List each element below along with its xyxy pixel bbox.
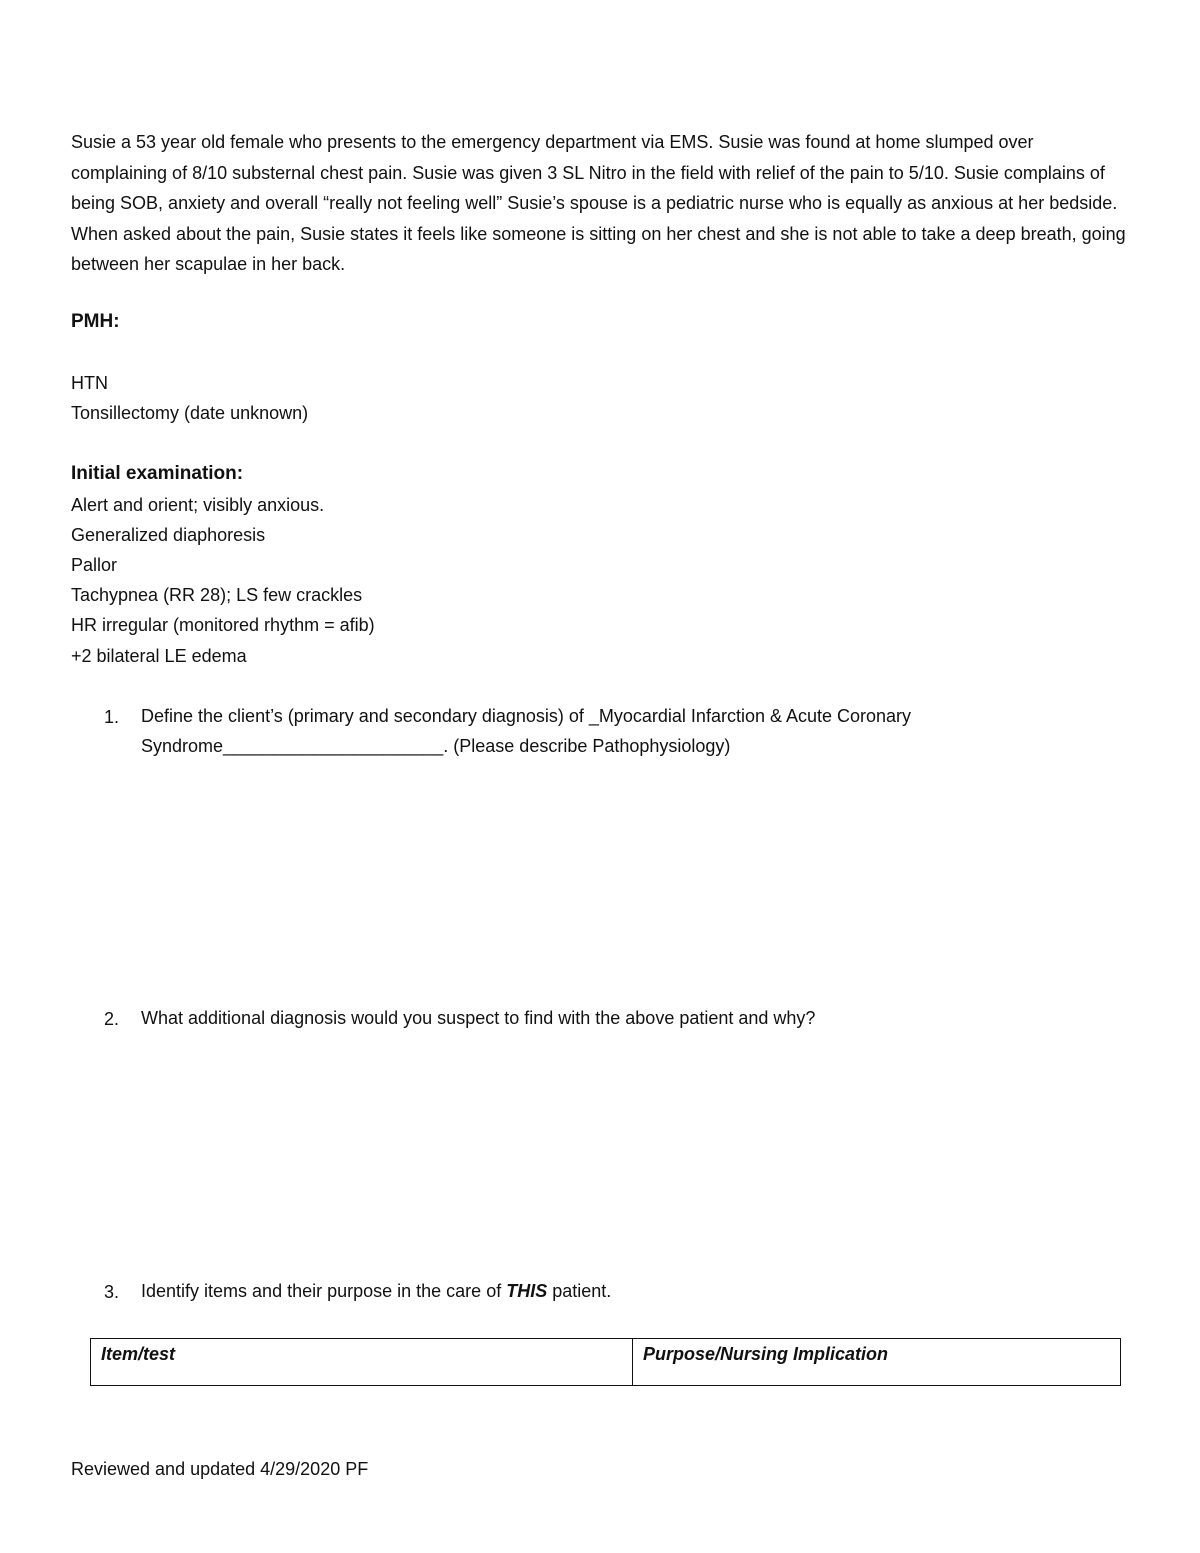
header-purpose: Purpose/Nursing Implication [633,1339,1121,1386]
question-3-text-before: Identify items and their purpose in the care of [141,1281,507,1301]
question-3-emphasis: THIS [506,1281,548,1301]
footer-note: Reviewed and updated 4/29/2020 PF [71,1459,369,1479]
case-description: Susie a 53 year old female who presents to the emergency department via EMS. Susie was found at home slumped over complaining of 8/10 substernal chest pain. Susie was given 3 SL Nitro in the field with relief of the pain to 5/10. Susie complains of being SOB, anxiety and overall “really not feeling well” Susie’s spouse is a pediatric nurse who is equally as anxious at her bedside. When asked about the pain, Susie states it feels like someone is sitting on her chest and she is not able to take a deep breath, going between her scapulae in her back. [71,132,1126,274]
question-3-text [141,1276,611,1306]
question-3-text-after: patient. [547,1281,612,1301]
exam-item: HR irregular (monitored rhythm = afib) [71,615,375,635]
exam-item: Alert and orient; visibly anxious. [71,495,325,515]
question-1-line-2: Syndrome______________________. (Please describe Pathophysiology) [141,736,731,756]
question-3-number: 3. [104,1282,120,1302]
items-table [90,1338,1121,1386]
pmh-item: HTN [71,373,108,393]
question-2-number: 2. [104,1009,120,1029]
exam-item: +2 bilateral LE edema [71,646,247,666]
exam-item: Pallor [71,555,118,575]
question-1-line-1: Define the client’s (primary and secondary diagnosis) of _Myocardial Infarction & Acute Coronary [141,706,912,726]
pmh-heading: PMH: [71,311,120,332]
exam-item: Tachypnea (RR 28); LS few crackles [71,585,363,605]
exam-item: Generalized diaphoresis [71,525,266,545]
table-header-row [91,1339,1121,1386]
question-2-text: What additional diagnosis would you suspect to find with the above patient and why? [141,1008,816,1028]
header-item-test: Item/test [91,1339,633,1386]
pmh-item: Tonsillectomy (date unknown) [71,403,309,423]
exam-heading: Initial examination: [71,463,244,484]
question-1-number: 1. [104,707,120,727]
question-1-text [141,701,911,761]
